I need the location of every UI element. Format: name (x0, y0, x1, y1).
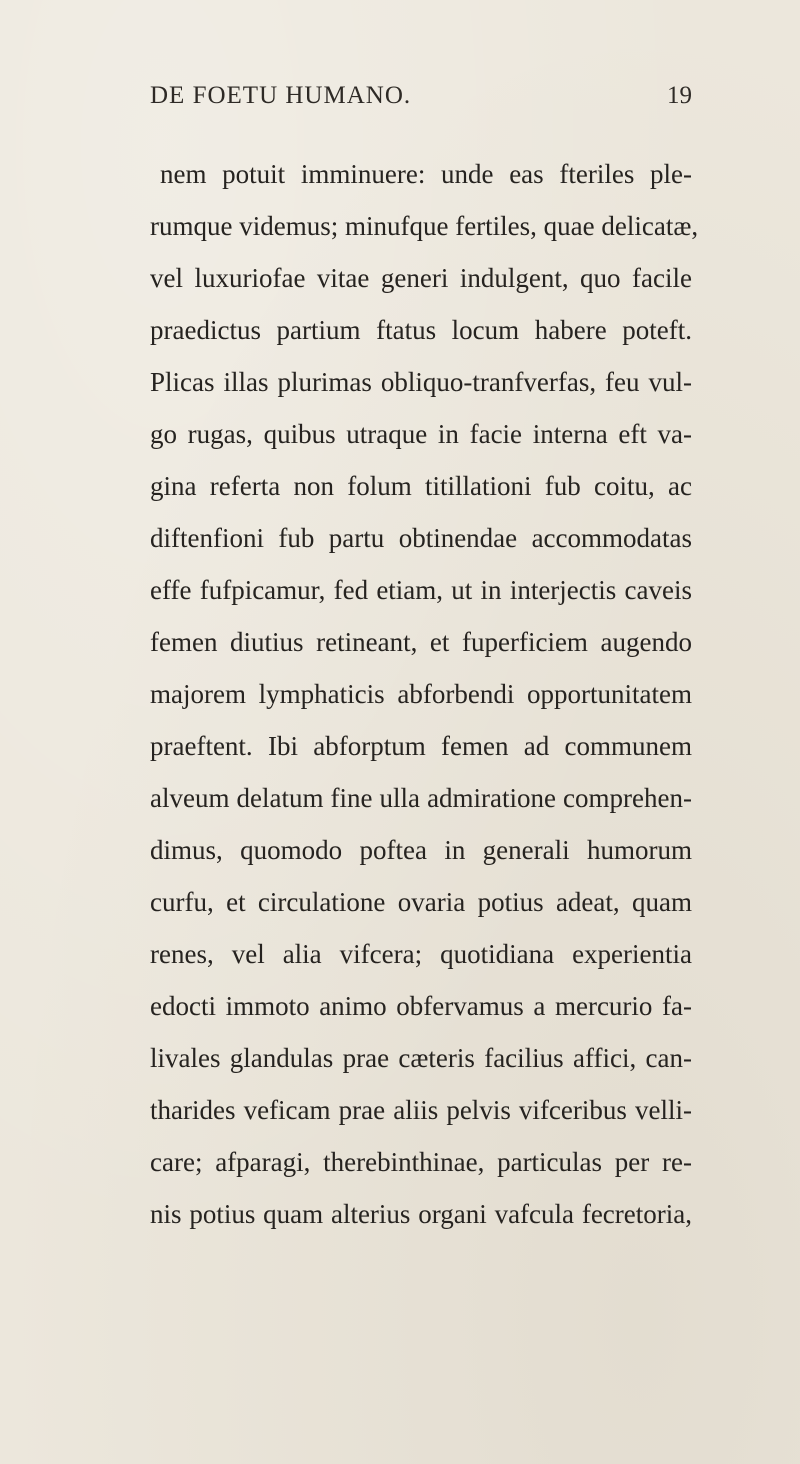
text-line: praedictus partium ftatus locum habere poteft. (150, 315, 692, 345)
text-line: gina referta non folum titillationi fub coitu, ac (150, 471, 692, 501)
running-head (150, 82, 692, 122)
text-line: livales glandulas prae cæteris facilius affici, can- (150, 1043, 692, 1073)
text-line: vel luxuriofae vitae generi indulgent, quo facile (150, 263, 692, 293)
text-line: go rugas, quibus utraque in facie interna eft va- (150, 419, 692, 449)
text-line: effe fufpicamur, fed etiam, ut in interjectis caveis (150, 575, 692, 605)
text-line: dimus, quomodo poftea in generali humorum (150, 835, 692, 865)
text-line: nem potuit imminuere: unde eas fteriles ple- (160, 159, 692, 189)
text-line: nis potius quam alterius organi vafcula fecretoria, (150, 1199, 692, 1229)
text-line: care; afparagi, therebinthinae, particulas per re- (150, 1147, 692, 1177)
text-line: alveum delatum fine ulla admiratione comprehen- (150, 783, 692, 813)
body-text (150, 148, 699, 1240)
text-line: tharides veficam prae aliis pelvis vifceribus velli- (150, 1095, 692, 1125)
text-line: edocti immoto animo obfervamus a mercurio fa- (150, 991, 692, 1021)
text-line: majorem lymphaticis abforbendi opportunitatem (150, 679, 692, 709)
text-line: rumque videmus; minufque fertiles, quae delicatæ, (150, 211, 699, 241)
text-line: curfu, et circulatione ovaria potius adeat, quam (150, 887, 692, 917)
text-line: diftenfioni fub partu obtinendae accommodatas (150, 523, 692, 553)
text-line: renes, vel alia vifcera; quotidiana experientia (150, 939, 692, 969)
text-line: femen diutius retineant, et fuperficiem augendo (150, 627, 692, 657)
running-title: DE FOETU HUMANO. (150, 82, 412, 109)
page-number: 19 (667, 82, 692, 109)
text-line: praeftent. Ibi abforptum femen ad communem (150, 731, 692, 761)
text-line: Plicas illas plurimas obliquo-tranfverfas, feu vul- (150, 367, 692, 397)
